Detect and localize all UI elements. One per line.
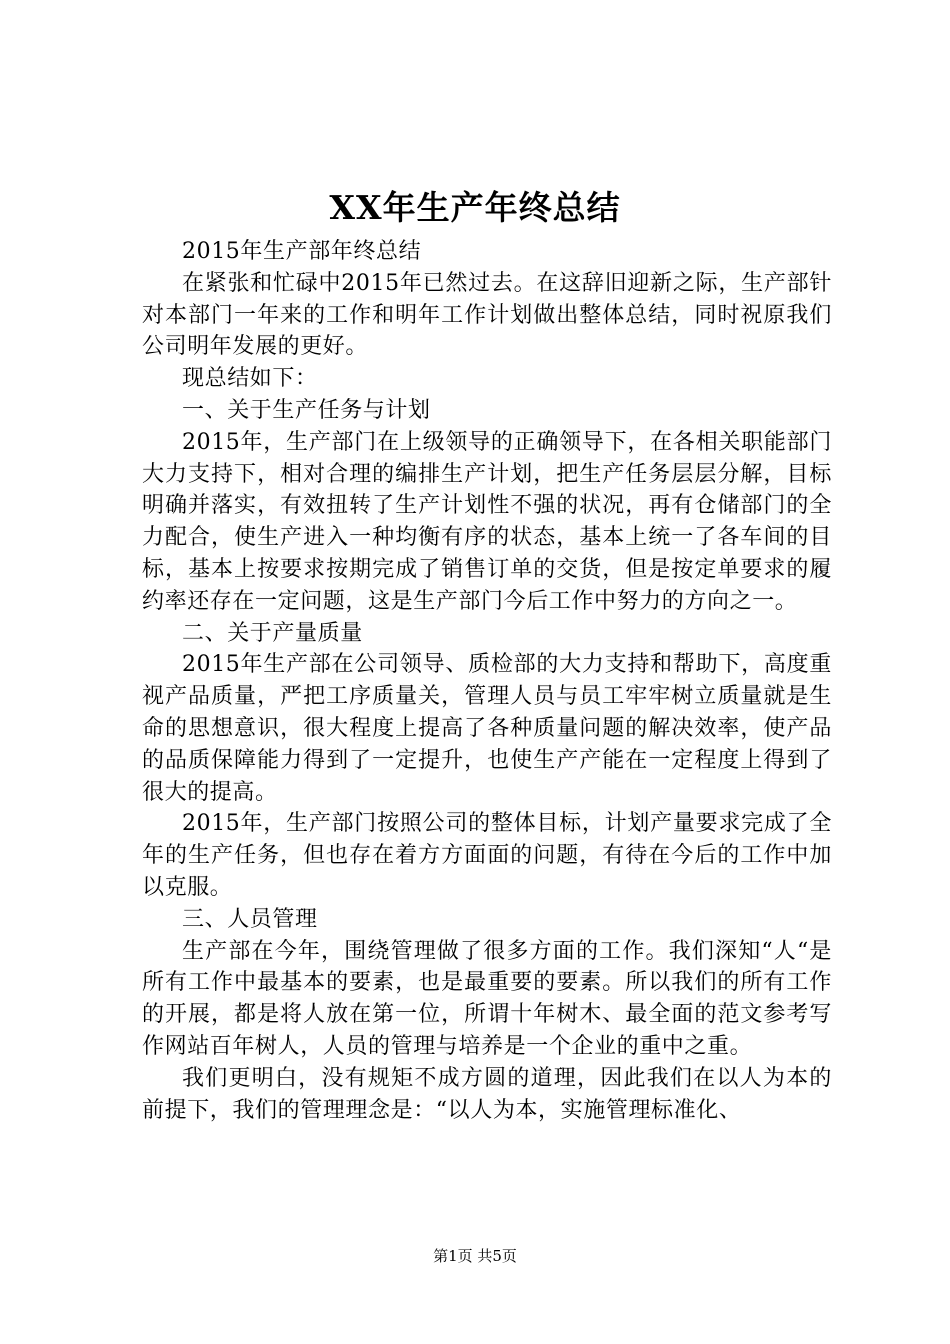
output-paragraph: 2015年，生产部门按照公司的整体目标，计划产量要求完成了全年的生产任务，但也存在着方方面面的问题，有待在今后的工作中加以克服。	[142, 811, 832, 900]
page-footer: 第1页 共5页	[433, 1247, 517, 1265]
section-heading-quality: 二、关于产量质量	[182, 620, 363, 646]
intro-paragraph: 在紧张和忙碌中2015年已然过去。在这辞旧迎新之际，生产部针对本部门一年来的工作和明年工作计划做出整体总结，同时祝原我们公司明年发展的更好。	[142, 270, 832, 360]
tasks-paragraph: 2015年，生产部门在上级领导的正确领导下，在各相关职能部门大力支持下，相对合理的编排生产计划，把生产任务层层分解，目标明确并落实，有效扭转了生产计划性不强的状况，再有仓储部门的全力配合，使生产进入一种均衡有序的状态，基本上统一了各车间的目标，基本上按要求按期完成了销售订单的交货，但是按定单要求的履约率还存在一定问题，这是生产部门今后工作中努力的方向之一。	[142, 429, 832, 614]
section-heading-personnel: 三、人员管理	[182, 906, 318, 932]
document-title: XX年生产年终总结	[329, 188, 621, 227]
quality-paragraph: 2015年生产部在公司领导、质检部的大力支持和帮助下，高度重视产品质量，严把工序质量关，管理人员与员工牢牢树立质量就是生命的思想意识，很大程度上提高了各种质量问题的解决效率，使产品的品质保障能力得到了一定提升，也使生产产能在一定程度上得到了很大的提高。	[142, 652, 832, 805]
personnel-paragraph: 生产部在今年，围绕管理做了很多方面的工作。我们深知“人“是所有工作中最基本的要素，也是最重要的要素。所以我们的所有工作的开展，都是将人放在第一位，所谓十年树木、最全面的范文参考写作网站百年树人，人员的管理与培养是一个企业的重中之重。	[142, 938, 832, 1059]
subtitle-paragraph: 2015年生产部年终总结	[182, 239, 422, 264]
principles-paragraph: 我们更明白，没有规矩不成方圆的道理，因此我们在以人为本的前提下，我们的管理理念是：“以人为本，实施管理标准化、	[142, 1065, 832, 1123]
summary-lead-paragraph: 现总结如下：	[182, 366, 318, 392]
document-body	[142, 236, 832, 1126]
section-heading-tasks: 一、关于生产任务与计划	[182, 397, 431, 423]
